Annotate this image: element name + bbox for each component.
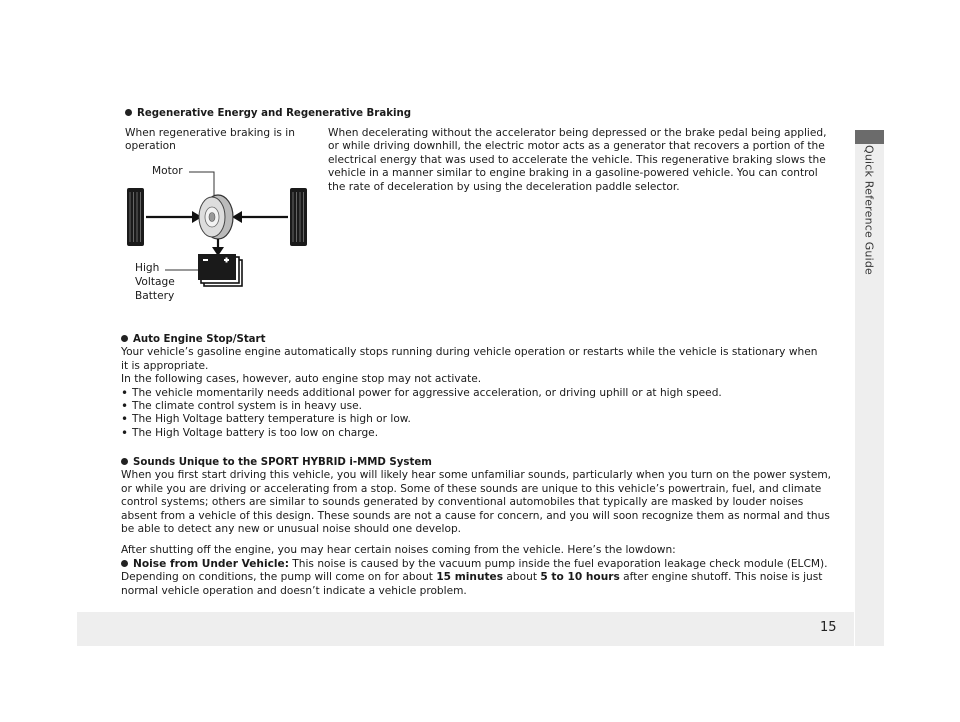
pump-conditions-text: Depending on conditions, the pump will come on for about <box>121 571 437 584</box>
list-item: • The vehicle momentarily needs additional power for aggressive acceleration, or driving uphill or at high speed. <box>121 387 821 400</box>
regen-diagram <box>120 160 320 310</box>
regen-heading <box>125 108 411 119</box>
page-number: 15 <box>820 620 837 635</box>
sounds-heading-text: Sounds Unique to the SPORT HYBRID i-MMD System <box>133 457 432 468</box>
noise-text: This noise is caused by the vacuum pump inside the fuel evaporation leakage check module (ELCM). <box>288 557 828 570</box>
auto-stop-section <box>121 333 821 440</box>
noise-label: Noise from Under Vehicle: <box>133 557 289 570</box>
list-item: • The High Voltage battery temperature is high or low. <box>121 413 821 426</box>
list-item: • The climate control system is in heavy use. <box>121 400 821 413</box>
pump-duration-2: 5 to 10 hours <box>540 571 620 584</box>
pump-conditions-text: about <box>503 571 541 584</box>
pump-duration-1: 15 minutes <box>436 571 504 584</box>
motor-label: Motor <box>152 165 183 177</box>
left-arrow-icon <box>146 211 202 223</box>
footer-band <box>77 612 854 646</box>
regen-caption: When regenerative braking is in operation <box>125 127 295 153</box>
right-tire-icon <box>290 188 307 246</box>
side-tab-marker <box>855 130 884 144</box>
auto-stop-cases-intro: In the following cases, however, auto engine stop may not activate. <box>121 373 482 386</box>
auto-stop-heading-text: Auto Engine Stop/Start <box>133 334 266 345</box>
sounds-after-intro: After shutting off the engine, you may hear certain noises coming from the vehicle. Here’s the lowdown: <box>121 544 676 557</box>
pump-conditions-text: after engine shutoff. This noise is just normal vehicle operation and doesn’t indicate a vehicle problem. <box>121 571 823 597</box>
bullet-dot-icon <box>121 458 128 465</box>
battery-label-line-2: Voltage <box>135 276 175 288</box>
battery-icon <box>198 254 242 286</box>
sounds-section <box>121 456 833 598</box>
sounds-body: When you first start driving this vehicle, you will likely hear some unfamiliar sounds, particularly when you turn on the power system, or while you are driving or accelerating from a stop. Some of these sounds are unique to this vehicle’s powertrain, fuel, and climate control systems; others are similar to sounds generated by conventional automobiles that typically are masked by louder noises absent from a vehicle of this design. These sounds are not a cause for concern, and you will soon recognize them as normal and thus be able to detect any new or unusual noise should one develop. <box>121 469 832 536</box>
regen-body: When decelerating without the accelerator being depressed or the brake pedal being applied, or while driving downhill, the electric motor acts as a generator that recovers a portion of the electrical energy that was used to accelerate the vehicle. This regenerative braking slows the vehicle in a manner similar to engine braking in a gasoline-powered vehicle. You can control the rate of deceleration by using the deceleration paddle selector. <box>328 127 827 193</box>
regen-heading-text: Regenerative Energy and Regenerative Braking <box>137 108 412 119</box>
right-arrow-icon <box>232 211 288 223</box>
battery-label-line-3: Battery <box>135 290 175 302</box>
auto-stop-intro: Your vehicle’s gasoline engine automatically stops running during vehicle operation or restarts while the vehicle is stationary when it is appropriate. <box>121 346 818 372</box>
bullet-dot-icon <box>125 109 132 116</box>
noise-under-vehicle <box>121 558 833 571</box>
motor-leader-line <box>189 172 214 196</box>
down-arrow-icon <box>212 239 224 256</box>
motor-icon <box>199 195 233 239</box>
list-item: • The High Voltage battery is too low on charge. <box>121 427 821 440</box>
bullet-dot-icon <box>121 335 128 342</box>
auto-stop-heading <box>121 333 821 346</box>
left-tire-icon <box>127 188 144 246</box>
battery-label-line-1: High <box>135 262 160 274</box>
pump-conditions <box>121 571 833 598</box>
bullet-dot-icon <box>121 560 128 567</box>
side-tab-label: Quick Reference Guide <box>862 145 876 275</box>
sounds-heading <box>121 456 833 469</box>
